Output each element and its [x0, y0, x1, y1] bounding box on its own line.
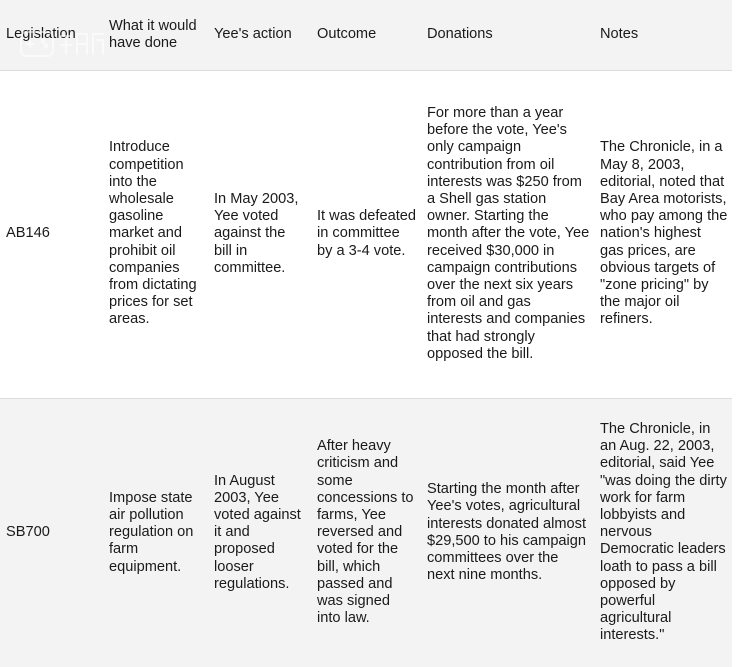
table-row: [0, 398, 732, 667]
cell-outcome: After heavy criticism and some concessions to farms, Yee reversed and voted for the bill, which passed and was signed into law.: [311, 398, 421, 667]
header-legislation: Legislation: [0, 0, 103, 70]
cell-yees-action: In August 2003, Yee voted against it and proposed looser regulations.: [208, 398, 311, 667]
header-donations: Donations: [421, 0, 594, 70]
cell-notes: The Chronicle, in an Aug. 22, 2003, editorial, said Yee "was doing the dirty work for farm lobbyists and nervous Democratic leaders loath to pass a bill opposed by powerful agricultural interests.": [594, 398, 732, 667]
cell-notes: The Chronicle, in a May 8, 2003, editorial, noted that Bay Area motorists, who pay among the nation's highest gas prices, are obvious targets of "zone pricing" by the major oil refiners.: [594, 70, 732, 398]
cell-donations: Starting the month after Yee's votes, agricultural interests donated almost $29,500 to his campaign committees over the next nine months.: [421, 398, 594, 667]
cell-donations: For more than a year before the vote, Yee's only campaign contribution from oil interests was $250 from a Shell gas station owner. Starting the month after the vote, Yee received $30,000 in campaign contributions over the next six years from oil and gas interests and companies that had strongly opposed the bill.: [421, 70, 594, 398]
cell-yees-action: In May 2003, Yee voted against the bill in committee.: [208, 70, 311, 398]
cell-legislation: AB146: [0, 70, 103, 398]
table-row: [0, 70, 732, 398]
cell-legislation: SB700: [0, 398, 103, 667]
header-row: [0, 0, 732, 70]
header-yees-action: Yee's action: [208, 0, 311, 70]
header-what-it-would-have-done: What it would have done: [103, 0, 208, 70]
cell-what-it-would-have-done: Impose state air pollution regulation on farm equipment.: [103, 398, 208, 667]
cell-outcome: It was defeated in committee by a 3-4 vote.: [311, 70, 421, 398]
header-outcome: Outcome: [311, 0, 421, 70]
header-notes: Notes: [594, 0, 732, 70]
cell-what-it-would-have-done: Introduce competition into the wholesale gasoline market and prohibit oil companies from dictating prices for set areas.: [103, 70, 208, 398]
